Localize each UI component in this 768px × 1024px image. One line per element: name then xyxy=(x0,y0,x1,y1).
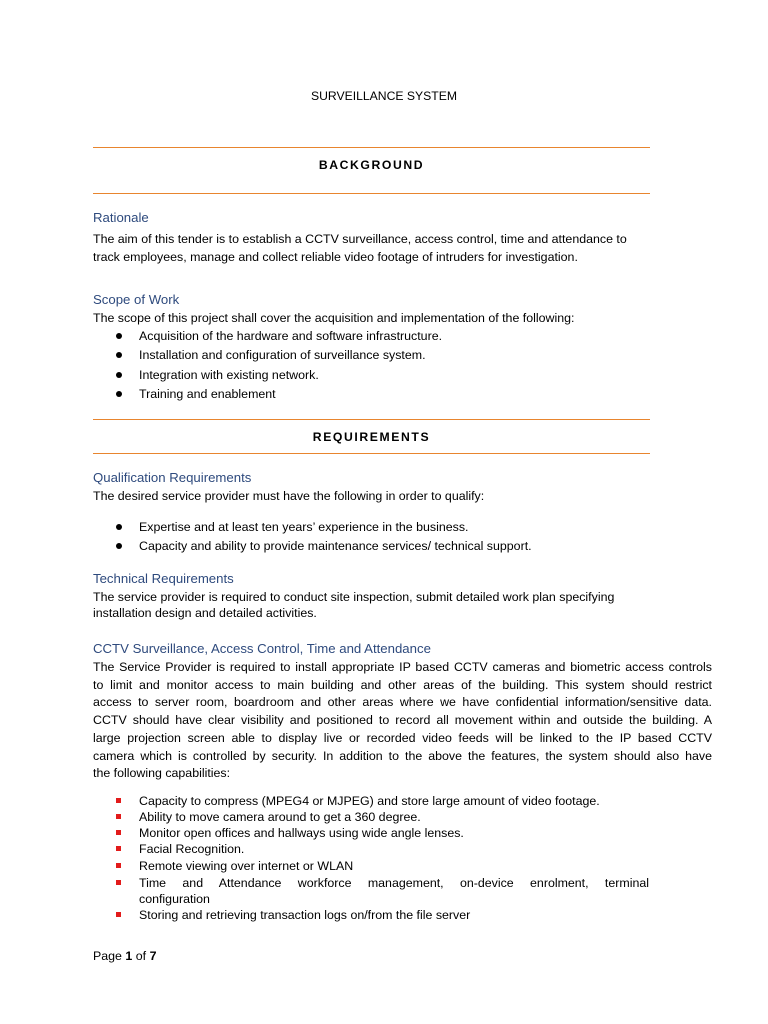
section-rule-top xyxy=(93,147,650,148)
page-label: Page xyxy=(93,949,122,963)
section-heading-background: BACKGROUND xyxy=(318,158,425,172)
cctv-paragraph-line: access to server room, boardroom and other areas where we have confidential information/sensitive data. xyxy=(93,695,712,709)
cctv-item: Facial Recognition. xyxy=(139,842,245,856)
qualification-item: Capacity and ability to provide maintenance services/ technical support. xyxy=(139,539,532,553)
qualification-item: Expertise and at least ten years’ experience in the business. xyxy=(139,520,469,534)
cctv-item-continuation: configuration xyxy=(139,892,210,906)
bullet-dot xyxy=(116,543,122,549)
cctv-heading: CCTV Surveillance, Access Control, Time and Attendance xyxy=(93,641,431,656)
qualification-intro: The desired service provider must have the following in order to qualify: xyxy=(93,489,485,503)
cctv-paragraph-line: the following capabilities: xyxy=(93,766,231,780)
bullet-square xyxy=(116,814,121,819)
cctv-paragraph-line: to limit and monitor access to main building and other areas of the building. This system should restrict xyxy=(93,678,712,692)
rationale-line-1: The aim of this tender is to establish a CCTV surveillance, access control, time and attendance to xyxy=(93,232,627,246)
scope-heading: Scope of Work xyxy=(93,292,180,307)
bullet-square xyxy=(116,798,121,803)
document-title: SURVEILLANCE SYSTEM xyxy=(310,89,458,103)
bullet-dot xyxy=(116,352,122,358)
bullet-dot xyxy=(116,524,122,530)
page-total: 7 xyxy=(149,949,157,963)
cctv-paragraph-line: CCTV should have clear visibility and positioned to record all movement within and outside the building. A xyxy=(93,713,712,727)
scope-item: Installation and configuration of surveillance system. xyxy=(139,348,426,362)
bullet-square xyxy=(116,863,121,868)
cctv-item: Time and Attendance workforce management, on-device enrolment, terminal xyxy=(139,876,649,890)
section-rule-bottom xyxy=(93,193,650,194)
bullet-dot xyxy=(116,333,122,339)
qualification-heading: Qualification Requirements xyxy=(93,470,252,485)
technical-heading: Technical Requirements xyxy=(93,571,234,586)
cctv-item: Ability to move camera around to get a 360 degree. xyxy=(139,810,421,824)
rationale-heading: Rationale xyxy=(93,210,149,225)
cctv-item: Remote viewing over internet or WLAN xyxy=(139,859,354,873)
cctv-paragraph-line: camera which is controlled by security. In addition to the above the features, the system should also have xyxy=(93,749,712,763)
technical-line-2: installation design and detailed activities. xyxy=(93,606,317,620)
bullet-square xyxy=(116,912,121,917)
scope-item: Training and enablement xyxy=(139,387,276,401)
bullet-square xyxy=(116,846,121,851)
cctv-item: Capacity to compress (MPEG4 or MJPEG) and store large amount of video footage. xyxy=(139,794,600,808)
cctv-item: Monitor open offices and hallways using wide angle lenses. xyxy=(139,826,464,840)
scope-item: Acquisition of the hardware and software infrastructure. xyxy=(139,329,443,343)
bullet-square xyxy=(116,830,121,835)
technical-line-1: The service provider is required to conduct site inspection, submit detailed work plan specifying xyxy=(93,590,615,604)
bullet-dot xyxy=(116,372,122,378)
scope-intro: The scope of this project shall cover the acquisition and implementation of the following: xyxy=(93,311,575,325)
page-footer xyxy=(93,949,156,964)
cctv-paragraph-line: large projection screen able to display live or recorded video feeds will be linked to the IP based CCTV xyxy=(93,731,712,745)
of-label: of xyxy=(135,949,147,963)
cctv-paragraph-line: The Service Provider is required to install appropriate IP based CCTV cameras and biometric access controls xyxy=(93,660,712,674)
section-rule-bottom xyxy=(93,453,650,454)
bullet-square xyxy=(116,880,121,885)
scope-item: Integration with existing network. xyxy=(139,368,319,382)
page-number: 1 xyxy=(125,949,133,963)
bullet-dot xyxy=(116,391,122,397)
section-heading-requirements: REQUIREMENTS xyxy=(312,430,431,444)
rationale-line-2: track employees, manage and collect reliable video footage of intruders for investigation. xyxy=(93,250,578,264)
cctv-item: Storing and retrieving transaction logs on/from the file server xyxy=(139,908,471,922)
section-rule-top xyxy=(93,419,650,420)
